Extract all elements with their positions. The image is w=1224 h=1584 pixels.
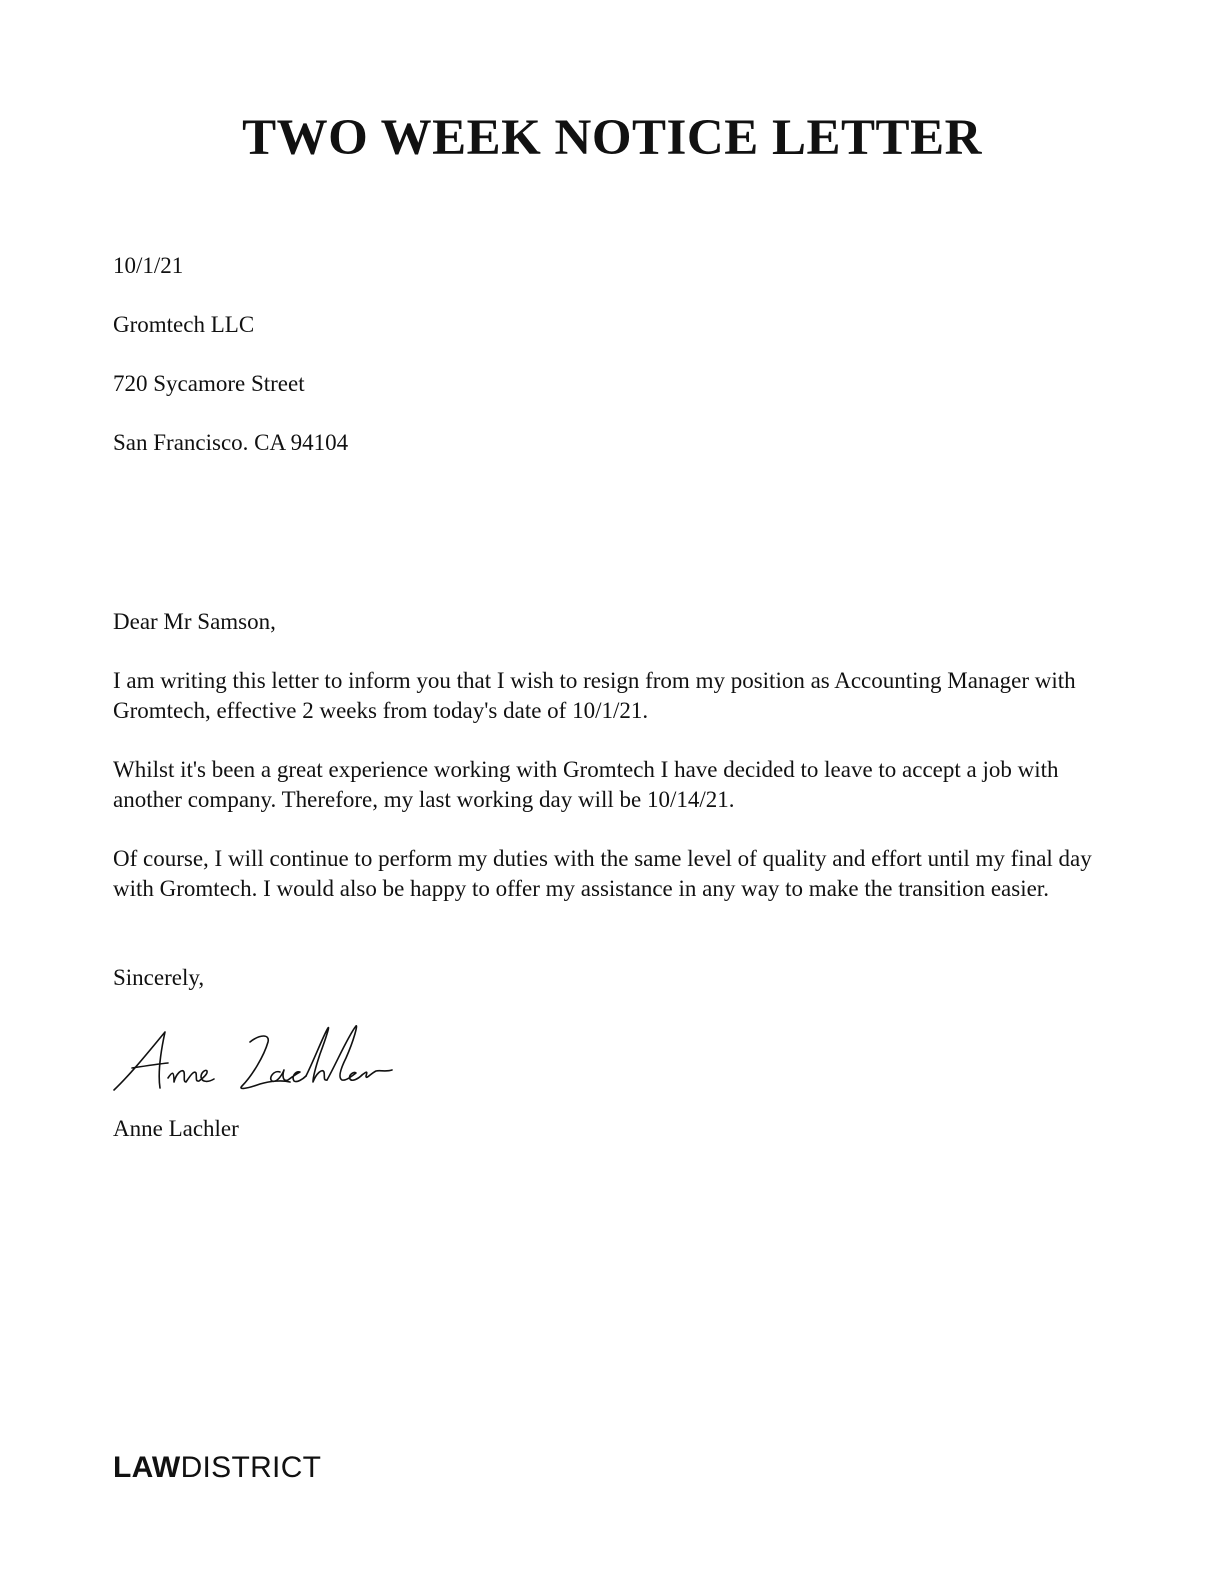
letter-title: TWO WEEK NOTICE LETTER [242,110,982,166]
body-paragraph-2: Whilst it's been a great experience working with Gromtech I have decided to leave to accept a job with another company. Therefore, my last working day will be 10/14/21. [113,757,1059,812]
salutation: Dear Mr Samson, [113,609,276,634]
logo-light-text: DISTRICT [180,1451,322,1484]
recipient-city: San Francisco. CA 94104 [113,430,349,455]
signer-name: Anne Lachler [113,1116,239,1141]
recipient-street: 720 Sycamore Street [113,371,305,396]
recipient-company: Gromtech LLC [113,312,255,337]
closing: Sincerely, [113,965,205,990]
lawdistrict-logo [113,1451,321,1485]
letter-date: 10/1/21 [113,253,184,278]
handwritten-signature [110,1020,410,1105]
logo-bold-text: LAW [113,1451,181,1484]
body-paragraph-1: I am writing this letter to inform you that I wish to resign from my position as Accounting Manager with Gromtech, effective 2 weeks from today's date of 10/1/21. [113,668,1076,723]
body-paragraph-3: Of course, I will continue to perform my duties with the same level of quality and effort until my final day with Gromtech. I would also be happy to offer my assistance in any way to make the transition easier. [113,846,1092,901]
